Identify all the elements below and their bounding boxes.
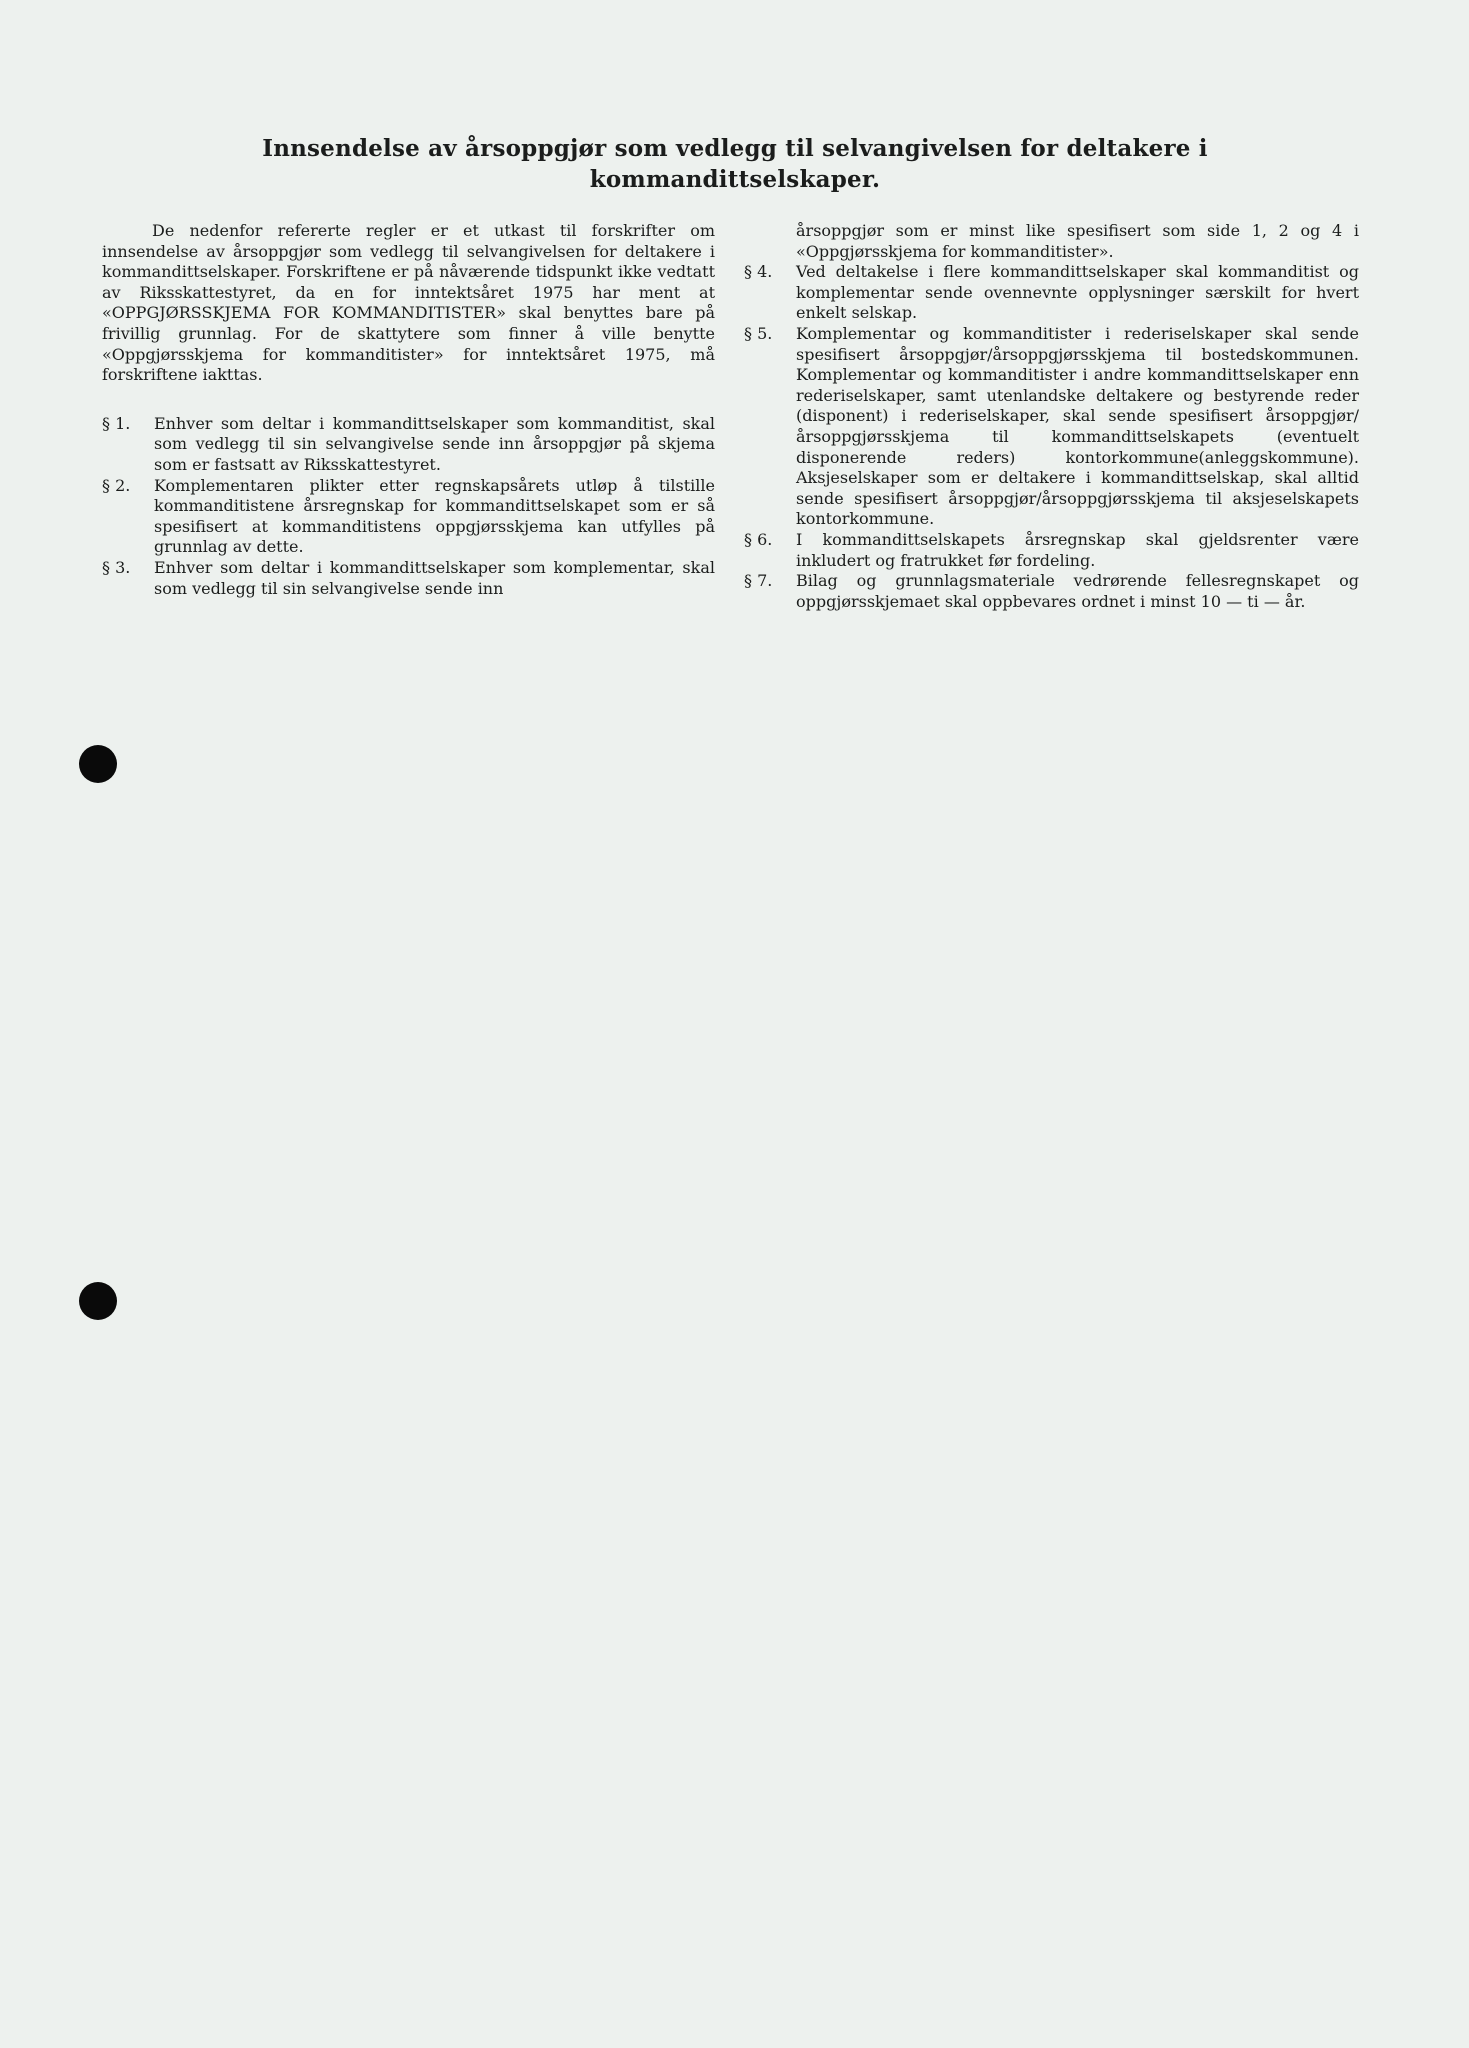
section-number: § 1. xyxy=(102,413,131,433)
section-text: Komplementaren plikter etter regnskapsårets utløp å tilstille kommanditistene årsregnskap for kommandittselskapet som er så spesifisert at kommanditistens oppgjørsskjema kan utfylles på grunnlag av dette. xyxy=(154,475,715,557)
section-6 xyxy=(744,530,1359,571)
section-text: Bilag og grunnlagsmateriale vedrørende fellesregnskapet og oppgjørsskjemaet skal oppbevares ordnet i minst 10 — ti — år. xyxy=(796,571,1359,611)
right-column xyxy=(744,221,1359,612)
punch-hole-top xyxy=(79,745,117,783)
left-column xyxy=(102,221,715,599)
section-number: § 5. xyxy=(744,323,773,343)
section-number: § 6. xyxy=(744,529,773,549)
section-1 xyxy=(102,414,715,476)
section-text: Enhver som deltar i kommandittselskaper som komplementar, skal som vedlegg til sin selvangivelse sende inn xyxy=(154,557,715,598)
section-number: § 7. xyxy=(744,571,773,591)
section-2 xyxy=(102,476,715,558)
section-text: Komplementar og kommanditister i rederiselskaper skal sende spesifisert årsoppgjør/årsoppgjørsskjema til bostedskommunen. Komplementar og kommanditister i andre kommandittselskaper enn rederiselskaper, samt utenlandske deltakere og bestyrende reder (disponent) i rederiselskaper, skal sende spesifisert årsoppgjør/årsoppgjørsskjema til kommandittselskapets (eventuelt disponerende reders) kontorkommune(anleggskommune). Aksjeselskaper som er deltakere i kommandittselskap, skal alltid sende spesifisert årsoppgjør/årsoppgjørsskjema til aksjeselskapets kontorkommune. xyxy=(796,323,1359,529)
section-3 xyxy=(102,558,715,599)
section-text: Enhver som deltar i kommandittselskaper som kommanditist, skal som vedlegg til sin selvangivelse sende inn årsoppgjør på skjema som er fastsatt av Riksskattestyret. xyxy=(154,413,715,474)
document-title: Innsendelse av årsoppgjør som vedlegg til selvangivelsen for deltakere i kommandittselskaper. xyxy=(262,135,1208,193)
section-number: § 4. xyxy=(744,262,773,282)
punch-hole-bottom xyxy=(79,1282,117,1320)
section-text: Ved deltakelse i flere kommandittselskaper skal kommanditist og komplementar sende ovennevnte opplysninger særskilt for hvert enkelt selskap. xyxy=(796,262,1359,323)
section-number: § 2. xyxy=(102,475,131,495)
intro-paragraph: De nedenfor refererte regler er et utkast til forskrifter om innsendelse av årsoppgjør som vedlegg til selvangivelsen for deltakere i kommandittselskaper. Forskriftene er på nåværende tidspunkt ikke vedtatt av Riksskattestyret, da en for inntektsåret 1975 har ment at «OPPGJØRSSKJEMA FOR KOMMANDITISTER» skal benyttes bare på frivillig grunnlag. For de skattytere som finner å ville benytte «Oppgjørsskjema for kommanditister» for inntektsåret 1975, må forskriftene iakttas. xyxy=(102,221,715,385)
section-text: I kommandittselskapets årsregnskap skal gjeldsrenter være inkludert og fratrukket før fordeling. xyxy=(796,529,1359,570)
section-5 xyxy=(744,324,1359,530)
section-3-continuation: årsoppgjør som er minst like spesifisert som side 1, 2 og 4 i «Oppgjørsskjema for kommanditister». xyxy=(796,221,1359,261)
section-4 xyxy=(744,262,1359,324)
section-7 xyxy=(744,571,1359,612)
section-number: § 3. xyxy=(102,557,131,577)
